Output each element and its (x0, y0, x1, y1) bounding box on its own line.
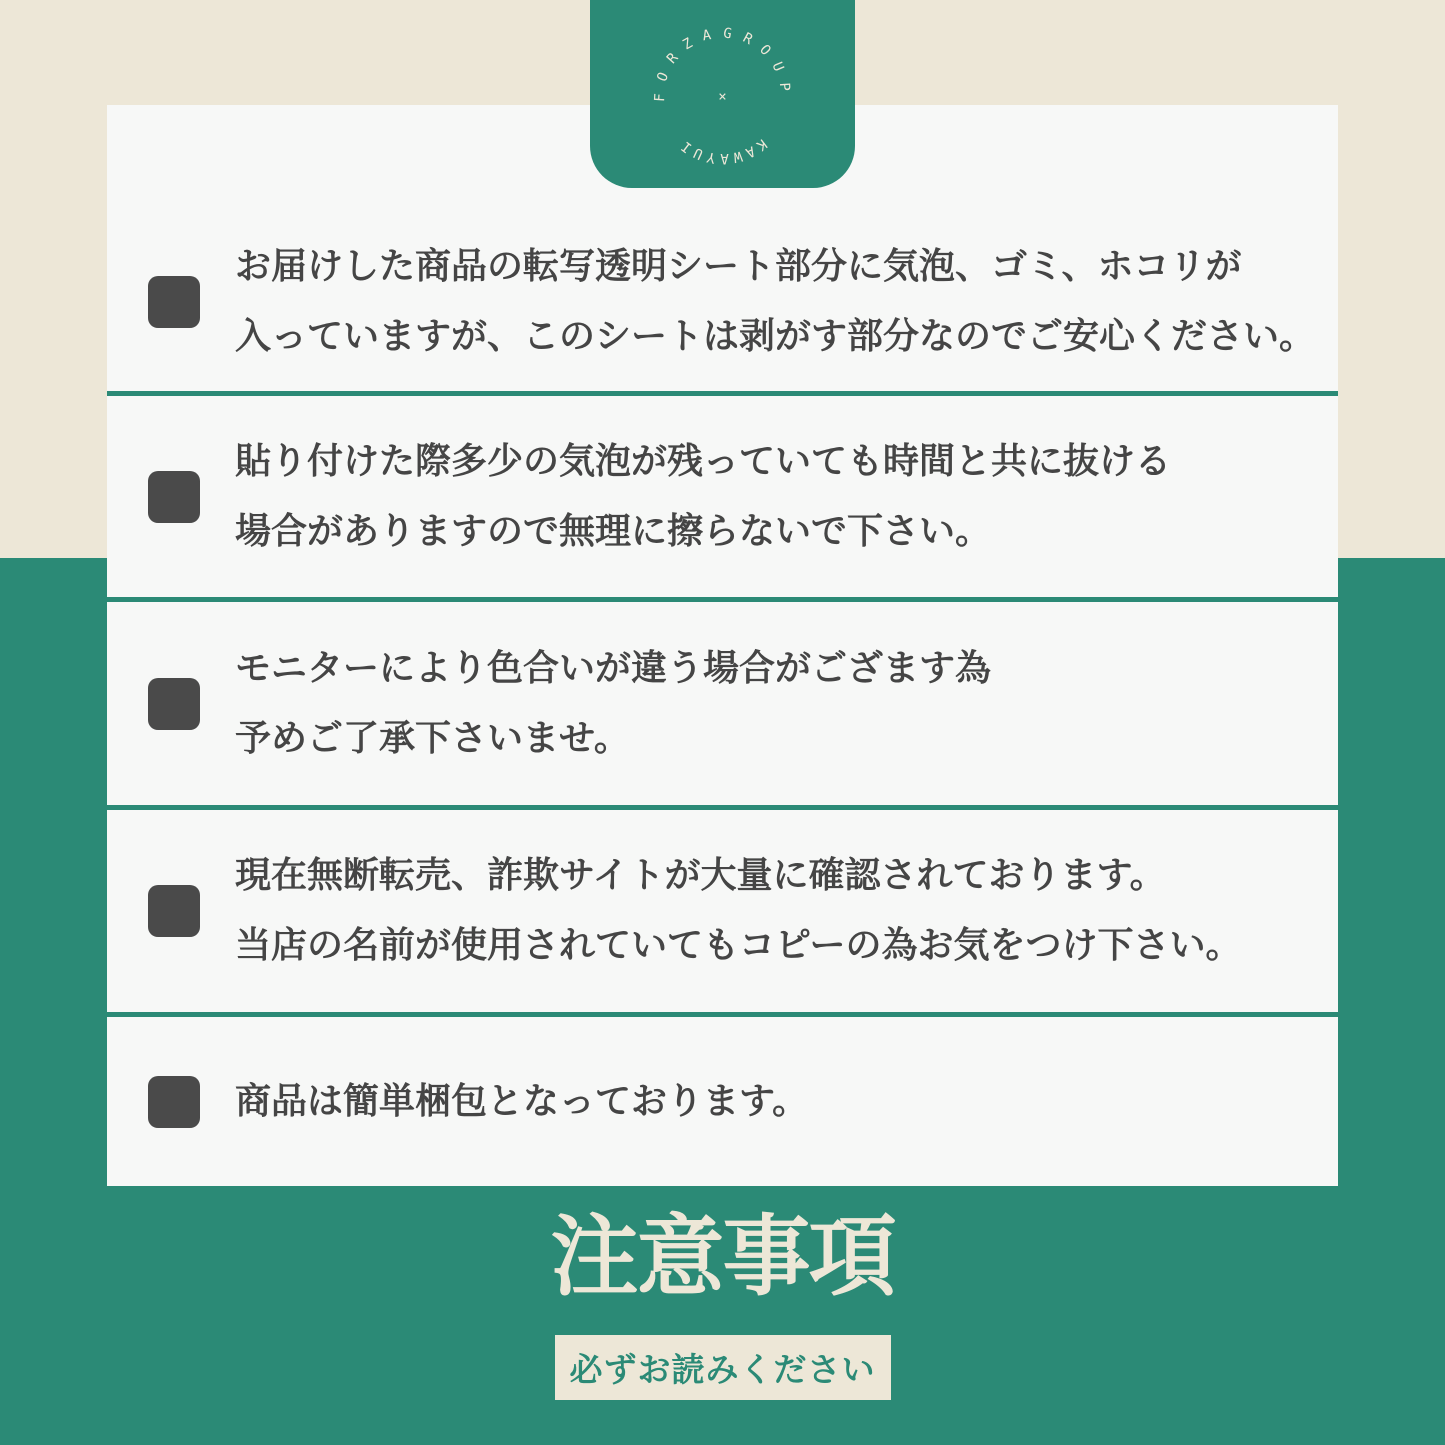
brand-logo-bottom-text: KAWAYUI (675, 135, 770, 166)
notice-line: モニターにより色合いが違う場合がござます為 (235, 647, 992, 689)
notice-text (235, 232, 1315, 372)
notice-card-monitor-color (107, 602, 1338, 805)
checkbox-icon (148, 885, 200, 937)
checkbox-icon (148, 678, 200, 730)
checkbox-icon (148, 1076, 200, 1128)
checkbox-icon (148, 276, 200, 328)
notice-line: 貼り付けた際多少の気泡が残っていても時間と共に抜ける (235, 440, 1172, 482)
notice-text (235, 841, 1242, 981)
notice-card-stack (107, 105, 1338, 1187)
notice-card-packaging (107, 1017, 1338, 1186)
notice-card-bubbles (107, 396, 1338, 597)
notice-text (235, 427, 1171, 567)
footer-title: 注意事項 (550, 1205, 895, 1308)
must-read-button (555, 1335, 891, 1400)
notice-line: 場合がありますので無理に擦らないで下さい。 (235, 510, 992, 552)
notice-line: 予めご了承下さいませ。 (235, 717, 630, 759)
footer-section (0, 1187, 1445, 1400)
notice-card-resale-warning (107, 810, 1338, 1012)
brand-logo-x-separator: × (718, 89, 727, 105)
checkbox-icon (148, 471, 200, 523)
notice-line: 当店の名前が使用されていてもコピーの為お気をつけ下さい。 (235, 925, 1242, 966)
notice-line: お届けした商品の転写透明シート部分に気泡、ゴミ、ホコリが (235, 246, 1242, 287)
brand-logo-top-text: FORZAGROUP (652, 25, 793, 103)
brand-logo-circular-text (590, 0, 855, 188)
notice-text (235, 634, 991, 774)
notice-line: 商品は簡単梱包となっております。 (235, 1080, 809, 1122)
brand-badge (590, 0, 855, 188)
notice-text (235, 1067, 808, 1137)
must-read-button-label: 必ずお読みください (569, 1350, 876, 1390)
notice-line: 現在無断転売、詐欺サイトが大量に確認されております。 (235, 855, 1166, 896)
notice-line: 入っていますが、このシートは剥がす部分なのでご安心ください。 (235, 316, 1316, 357)
